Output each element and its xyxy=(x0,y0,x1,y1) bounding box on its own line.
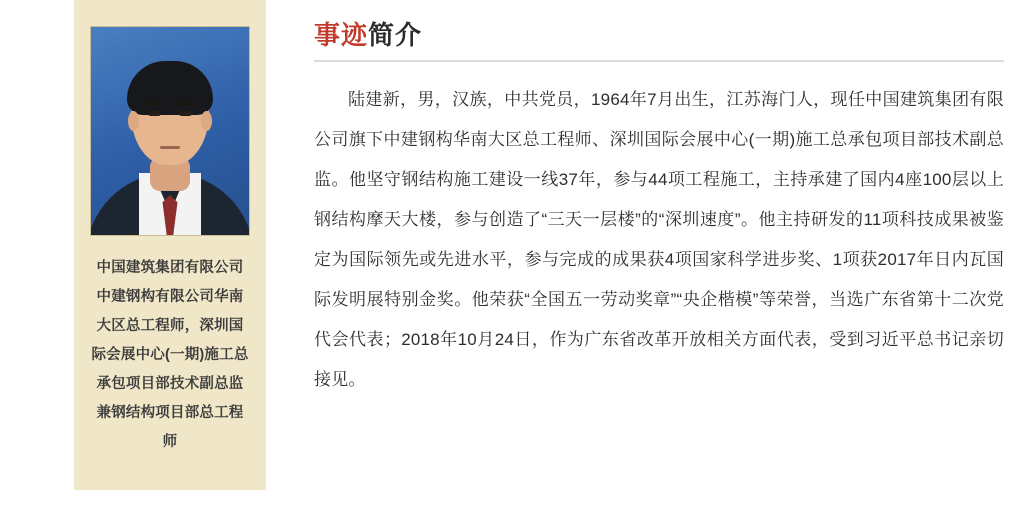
portrait-ear-left xyxy=(128,111,139,131)
section-title xyxy=(314,18,1015,52)
portrait-ear-right xyxy=(201,111,212,131)
portrait-photo xyxy=(90,26,250,236)
profile-card xyxy=(74,0,266,490)
section-title-secondary: 简介 xyxy=(368,20,423,50)
portrait-eye-left xyxy=(148,111,161,116)
portrait-brow-left xyxy=(146,102,162,106)
section-title-primary: 事迹 xyxy=(314,20,369,50)
portrait-mouth xyxy=(160,146,180,149)
portrait-eye-right xyxy=(179,111,192,116)
title-divider xyxy=(314,60,1004,62)
profile-caption: 中国建筑集团有限公司中建钢构有限公司华南大区总工程师，深圳国际会展中心(一期)施工总承包项目部技术副总监兼钢结构项目部总工程师 xyxy=(91,260,249,450)
portrait-brow-right xyxy=(178,102,194,106)
article-body: 陆建新，男，汉族，中共党员，1964年7月出生，江苏海门人，现任中国建筑集团有限公司旗下中建钢构华南大区总工程师、深圳国际会展中心(一期)施工总承包项目部技术副总监。他坚守钢结构施工建设一线37年，参与44项工程施工，主持承建了国内4座100层以上钢结构摩天大楼，参与创造了“三天一层楼”的“深圳速度”。他主持研发的11项科技成果被鉴定为国际领先或先进水平，参与完成的成果获4项国家科学进步奖、1项获2017年日内瓦国际发明展特别金奖。他荣获“全国五一劳动奖章”“央企楷模”等荣誉，当选广东省第十二次党代会代表；2018年10月24日，作为广东省改革开放相关方面代表，受到习近平总书记亲切接见。 xyxy=(314,90,1004,389)
article-content xyxy=(314,0,1015,400)
